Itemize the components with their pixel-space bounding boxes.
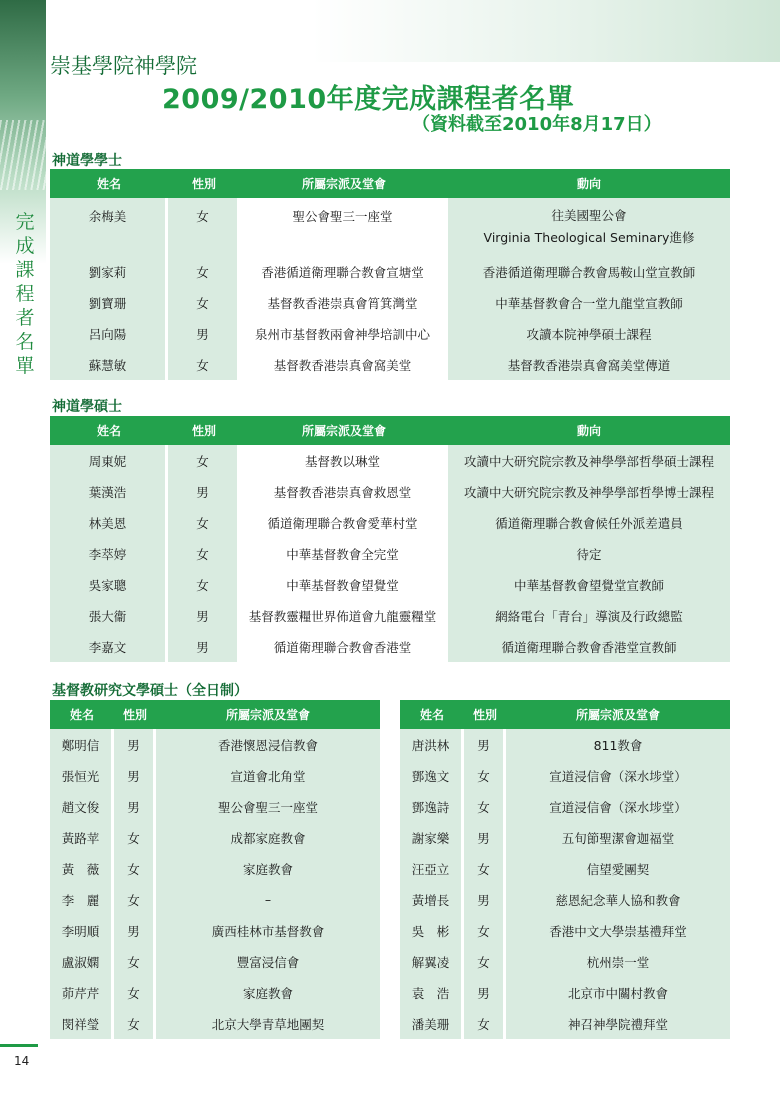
section-title-mdiv: 神道學碩士 [52,399,122,415]
cell-name: 黃增長 [400,884,464,915]
cell-church: 基督教以琳堂 [240,445,448,476]
cell-destination: 循道衛理聯合教會香港堂宣教師 [448,631,730,662]
table-row [50,729,380,760]
cell-name: 鄧逸詩 [400,791,464,822]
cell-church: 聖公會聖三一座堂 [240,198,448,256]
cell-name: 林美恩 [50,507,168,538]
cell-church: 香港懷恩浸信教會 [156,729,380,760]
cell-church: 家庭教會 [156,977,380,1008]
cell-name: 李 麗 [50,884,114,915]
table-row [50,600,730,631]
cell-gender: 男 [464,884,506,915]
bth-table [50,169,730,380]
cell-gender: 女 [114,1008,156,1039]
date-note: （資料截至2010年8月17日） [412,114,662,135]
table-row [400,884,730,915]
table-row [400,1008,730,1039]
header-name: 姓名 [50,169,168,198]
cell-gender: 女 [114,853,156,884]
cell-gender: 女 [114,977,156,1008]
cell-gender: 女 [114,822,156,853]
cell-destination [448,198,730,256]
page-number-bar [0,1044,38,1047]
cell-gender: 男 [168,476,240,507]
table-row [50,822,380,853]
cell-gender: 女 [464,853,506,884]
table-row [400,853,730,884]
header-church: 所屬宗派及堂會 [506,700,730,729]
cell-gender: 男 [114,760,156,791]
cell-name: 鄭明信 [50,729,114,760]
cell-name: 劉寶珊 [50,287,168,318]
cell-name: 李明順 [50,915,114,946]
cell-name: 黃路苹 [50,822,114,853]
cell-gender: 女 [464,915,506,946]
cell-church: 廣西桂林市基督教會 [156,915,380,946]
table-row [50,569,730,600]
cell-church: 宣道浸信會（深水埗堂） [506,791,730,822]
table-row [400,791,730,822]
header-gender: 性別 [464,700,506,729]
table-row [50,946,380,977]
cell-church: 811教會 [506,729,730,760]
cell-name: 李萃婷 [50,538,168,569]
destination-line: 往美國聖公會 [551,208,627,223]
table-header-row [50,416,730,445]
cell-name: 汪亞立 [400,853,464,884]
cell-gender: 女 [168,507,240,538]
cell-name: 呂向陽 [50,318,168,349]
cell-gender: 女 [168,538,240,569]
cell-church: – [156,884,380,915]
side-vertical-title [14,210,36,378]
table-row [50,318,730,349]
cell-destination: 攻讀中大研究院宗教及神學學部哲學博士課程 [448,476,730,507]
table-row [50,853,380,884]
mdiv-table [50,416,730,662]
side-title-char: 名 [15,331,35,353]
cell-gender: 男 [168,318,240,349]
cell-gender: 女 [464,1008,506,1039]
cell-church: 慈恩紀念華人協和教會 [506,884,730,915]
cell-gender: 女 [114,884,156,915]
cell-name: 吳 彬 [400,915,464,946]
table-header-row [50,700,380,729]
cell-church: 家庭教會 [156,853,380,884]
cell-church: 基督教香港崇真會窩美堂 [240,349,448,380]
cell-church: 五旬節聖潔會迦福堂 [506,822,730,853]
header-gender: 性別 [114,700,156,729]
header-gender: 性別 [168,416,240,445]
cell-gender: 女 [168,287,240,318]
page-number: 14 [14,1054,30,1068]
cell-destination: 待定 [448,538,730,569]
table-row [50,977,380,1008]
header-name: 姓名 [50,700,114,729]
cell-name: 黃 薇 [50,853,114,884]
cell-gender: 女 [168,445,240,476]
cell-name: 閔祥瑩 [50,1008,114,1039]
header-name: 姓名 [50,416,168,445]
mcs-table-right [400,700,730,1039]
cell-church: 香港中文大學崇基禮拜堂 [506,915,730,946]
cell-name: 盧淑嫻 [50,946,114,977]
header-destination: 動向 [448,169,730,198]
table-row [50,1008,380,1039]
cell-church: 成都家庭教會 [156,822,380,853]
cell-church: 循道衛理聯合教會愛華村堂 [240,507,448,538]
cell-name: 張大衞 [50,600,168,631]
cell-church: 宣道浸信會（深水埗堂） [506,760,730,791]
cell-name: 葉漢浩 [50,476,168,507]
table-row [400,946,730,977]
table-row [50,791,380,822]
cell-destination: 中華基督教會合一堂九龍堂宣教師 [448,287,730,318]
cell-church: 基督教靈糧世界佈道會九龍靈糧堂 [240,600,448,631]
table-header-row [50,169,730,198]
cell-name: 趙文俊 [50,791,114,822]
cell-church: 香港循道衛理聯合教會宣塘堂 [240,256,448,287]
table-row [50,631,730,662]
table-row [50,884,380,915]
page-subtitle: 崇基學院神學院 [50,54,197,78]
header-destination: 動向 [448,416,730,445]
cell-gender: 女 [464,946,506,977]
cell-gender: 男 [114,791,156,822]
table-header-row [400,700,730,729]
cell-name: 吳家聰 [50,569,168,600]
side-title-char: 者 [15,307,35,329]
cell-church: 宣道會北角堂 [156,760,380,791]
cell-name: 李嘉文 [50,631,168,662]
header-name: 姓名 [400,700,464,729]
cell-name: 解翼凌 [400,946,464,977]
table-row [50,915,380,946]
table-row [50,760,380,791]
cell-church: 泉州市基督教兩會神學培訓中心 [240,318,448,349]
cell-church: 中華基督教會望覺堂 [240,569,448,600]
table-row [400,915,730,946]
header-gender: 性別 [168,169,240,198]
cell-gender: 女 [168,198,240,256]
cell-name: 劉家莉 [50,256,168,287]
table-row [50,349,730,380]
cell-church: 北京大學青草地團契 [156,1008,380,1039]
cell-name: 茆芹芹 [50,977,114,1008]
side-title-char: 單 [15,355,35,377]
cell-destination: 攻讀中大研究院宗教及神學學部哲學碩士課程 [448,445,730,476]
cell-church: 神召神學院禮拜堂 [506,1008,730,1039]
side-title-char: 完 [15,211,35,233]
cell-destination: 香港循道衛理聯合教會馬鞍山堂宣教師 [448,256,730,287]
cell-name: 蘇慧敏 [50,349,168,380]
cell-gender: 男 [464,822,506,853]
cell-name: 唐洪林 [400,729,464,760]
table-row [400,760,730,791]
header-church: 所屬宗派及堂會 [240,169,448,198]
cell-gender: 女 [114,946,156,977]
cell-gender: 男 [168,600,240,631]
cell-gender: 男 [114,915,156,946]
cell-name: 張恒光 [50,760,114,791]
cell-gender: 女 [168,569,240,600]
cell-gender: 女 [168,256,240,287]
cell-name: 余梅美 [50,198,168,256]
cell-destination: 攻讀本院神學碩士課程 [448,318,730,349]
header-church: 所屬宗派及堂會 [240,416,448,445]
table-row [400,822,730,853]
cell-church: 循道衛理聯合教會香港堂 [240,631,448,662]
cell-gender: 男 [168,631,240,662]
table-row [400,977,730,1008]
cell-gender: 女 [464,760,506,791]
destination-line: Virginia Theological Seminary進修 [483,230,695,245]
table-row [50,287,730,318]
cell-name: 周東妮 [50,445,168,476]
cell-name: 袁 浩 [400,977,464,1008]
cell-gender: 女 [168,349,240,380]
cell-name: 潘美珊 [400,1008,464,1039]
side-title-char: 程 [15,283,35,305]
side-title-char: 成 [15,235,35,257]
table-row [50,538,730,569]
cell-church: 杭州崇一堂 [506,946,730,977]
cell-church: 北京市中關村教會 [506,977,730,1008]
table-row [50,445,730,476]
cell-name: 鄧逸文 [400,760,464,791]
cell-destination: 基督教香港崇真會窩美堂傳道 [448,349,730,380]
cell-church: 基督教香港崇真會筲箕灣堂 [240,287,448,318]
cell-destination: 網絡電台「青台」導演及行政總監 [448,600,730,631]
cell-gender: 男 [464,977,506,1008]
table-row [50,476,730,507]
cell-church: 信望愛團契 [506,853,730,884]
cell-destination: 中華基督教會望覺堂宣教師 [448,569,730,600]
cell-destination: 循道衛理聯合教會候任外派差遣員 [448,507,730,538]
cell-name: 謝家樂 [400,822,464,853]
cell-gender: 男 [114,729,156,760]
cell-church: 中華基督教會全完堂 [240,538,448,569]
section-title-mcs: 基督教研究文學碩士（全日制） [52,683,248,699]
cell-church: 豐富浸信會 [156,946,380,977]
table-row [400,729,730,760]
table-row [50,198,730,256]
table-row [50,256,730,287]
cell-church: 基督教香港崇真會救恩堂 [240,476,448,507]
cell-gender: 男 [464,729,506,760]
table-row [50,507,730,538]
cell-gender: 女 [464,791,506,822]
page-title: 2009/2010年度完成課程者名單 [162,84,575,115]
side-title-char: 課 [15,259,35,281]
mcs-table-left [50,700,380,1039]
section-title-bth: 神道學學士 [52,153,122,169]
header-church: 所屬宗派及堂會 [156,700,380,729]
cell-church: 聖公會聖三一座堂 [156,791,380,822]
